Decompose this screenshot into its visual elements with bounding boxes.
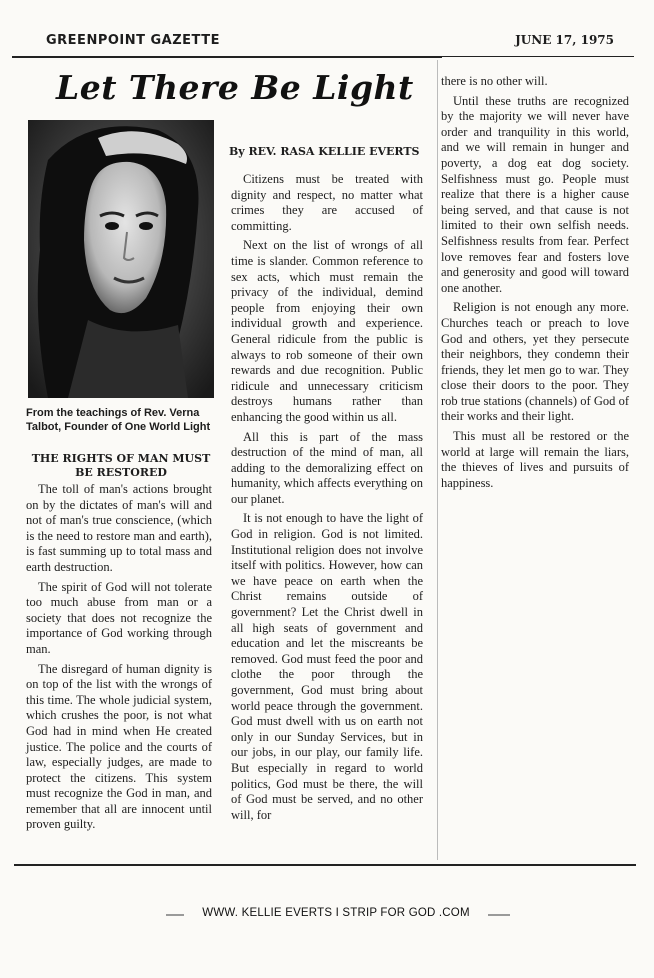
portrait-photo [28, 120, 214, 398]
paragraph: This must all be restored or the world at large will remain the liars, the thieves of lives and pursuits of happiness. [441, 429, 629, 490]
paragraph: Next on the list of wrongs of all time is slander. Common reference to sex acts, which must remain the privacy of the individual, demind people from enjoying their own individual growth and experience. General ridicule from the public is always to rob someone of their own rewards and due recognition. Public ridicule and unnecessary criticism destroys humans rather than enhancing the good within us all. [231, 238, 423, 424]
paragraph: The disregard of human dignity is on top of the list with the wrongs of this time. The whole judicial system, which crushes the poor, is not what God had in mind when He created justice. The police and the courts of law, especially judges, are made to protect the citizens. This system must recognize the God in man, and remember that all are innocent until proven guilty. [26, 661, 212, 832]
paragraph: Citizens must be treated with dignity and respect, no matter what crimes they are accused of committing. [231, 172, 423, 233]
photo-caption: From the teachings of Rev. Verna Talbot, Founder of One World Light [26, 407, 211, 433]
column-divider [437, 60, 438, 860]
paragraph: The toll of man's actions brought on by the dictates of man's will and not of man's true conscience, (which is the need to restore man and earth), is fast summing up to total mass and earth destruction. [26, 482, 212, 574]
paragraph: Until these truths are recognized by the majority we will never have order and tranquility in this world, and we will remain in hunger and poverty, a dog eat dog society. Selfishness must go. People must realize that there is a higher cause being served, and that cause is not limited to their own selfish needs. Selfishness results from fear. Perfect love removes fear and fosters love and generosity and good will toward one another. [441, 93, 629, 295]
bottom-rule [14, 864, 636, 866]
paragraph: All this is part of the mass destruction of the mind of man, all adding to the demoralizing effect on humanity, which affects everything on our planet. [231, 429, 423, 506]
top-rule-right [442, 56, 634, 57]
paragraph: The spirit of God will not tolerate too much abuse from man or a society that does not recognize the importance of God working through man. [26, 579, 212, 656]
paragraph: there is no other will. [441, 74, 548, 88]
newspaper-name: GREENPOINT GAZETTE [46, 33, 220, 48]
section-subhead: THE RIGHTS OF MAN MUST BE RESTORED [31, 452, 211, 479]
masthead [46, 30, 614, 56]
article-column-1 [26, 482, 212, 837]
paragraph: It is not enough to have the light of God in religion. God is not limited. Institutional religion does not involve itself with politics. However, how can we have peace on earth when the Christ remains outside of government? Let the Christ dwell in all high seats of government and education and let the miscreants be removed. God must feed the poor and clothe the poor through the government, God must bring about world peace through the government. God must dwell with us on earth not only in our Sunday Services, but in our jobs, in our play, our family life. But especially in regard to world politics, God must be there, the will of God must be served, and no other will, for [231, 511, 423, 822]
top-rule [12, 56, 442, 58]
article-headline: Let There Be Light [56, 68, 414, 107]
byline: By REV. RASA KELLIE EVERTS [229, 145, 420, 158]
article-column-2 [231, 172, 423, 827]
paragraph: Religion is not enough any more. Churches teach or preach to love God and others, yet they persecute their neighbors, they condemn their friends, they let men go to war. They close their doors to the poor. They rob true stations (channels) of God of their works and their light. [441, 300, 629, 424]
article-column-3 [441, 74, 629, 495]
issue-date: JUNE 17, 1975 [515, 33, 614, 47]
footer-watermark [166, 906, 510, 922]
footer-url: WWW. KELLIE EVERTS I STRIP FOR GOD .COM [202, 907, 470, 919]
footer-line-right [488, 914, 510, 916]
